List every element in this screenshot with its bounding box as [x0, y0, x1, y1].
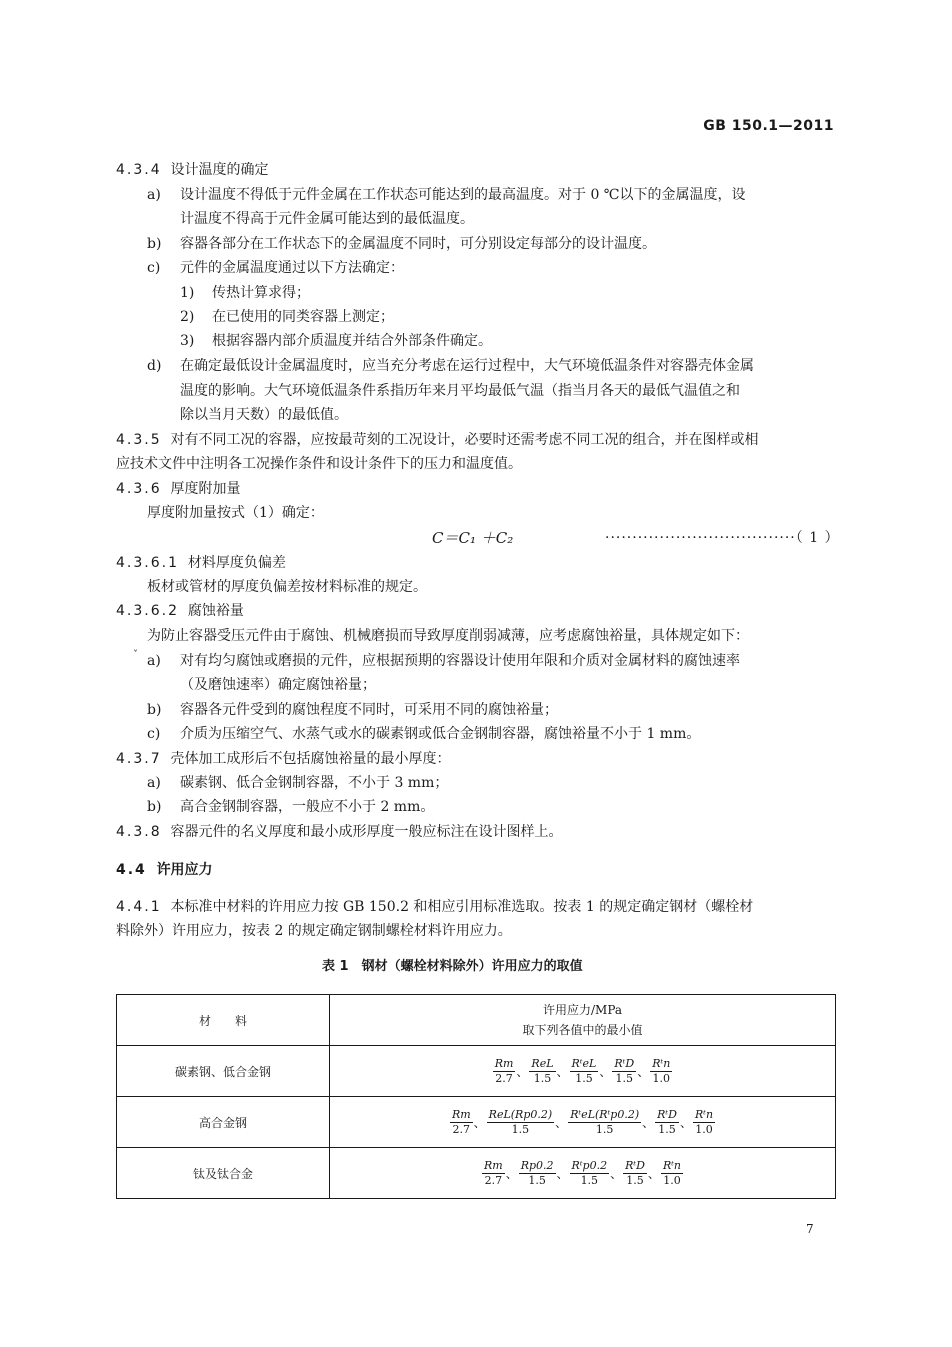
section-number: 4.3.5: [116, 432, 162, 448]
section-4-3-6-2-heading: [116, 601, 244, 621]
fraction-numerator: Rᵗn: [662, 1158, 682, 1172]
item-text: 容器各元件受到的腐蚀程度不同时，可采用不同的腐蚀裕量；: [180, 702, 558, 718]
fraction-numerator: Rm: [451, 1107, 471, 1121]
table-caption: 表 1 钢材（螺栓材料除外）许用应力的取值: [322, 959, 583, 974]
formula-separator: 、: [505, 1166, 518, 1181]
row-formulas: [330, 1097, 836, 1148]
fraction-denominator: 1.0: [695, 1122, 713, 1136]
item-text: 除以当月天数）的最低值。: [180, 407, 348, 423]
fraction-denominator: 1.5: [528, 1173, 546, 1187]
stress-fraction: [570, 1057, 599, 1086]
paragraph-text: 容器元件的名义厚度和最小成形厚度一般应标注在设计图样上。: [170, 824, 563, 840]
paragraph-text: 本标准中材料的许用应力按 GB 150.2 和相应引用标准选取。按表 1 的规定确定钢材（螺栓材: [170, 899, 754, 915]
fraction-denominator: 1.5: [511, 1122, 530, 1136]
fraction-numerator: Rp0.2: [520, 1158, 554, 1172]
formula-separator: 、: [556, 1166, 569, 1181]
item-text: （及磨蚀速率）确定腐蚀裕量；: [180, 677, 376, 693]
stress-fraction: [570, 1159, 610, 1188]
stress-fraction: [529, 1057, 555, 1086]
table-row: [117, 1097, 836, 1148]
formula-separator: 、: [599, 1064, 612, 1079]
stress-fraction: [482, 1159, 505, 1188]
header-stress-line1: 许用应力/MPa: [542, 1003, 623, 1017]
section-number: 4.4.1: [116, 899, 162, 915]
item-text: 碳素钢、低合金钢制容器，不小于 3 mm；: [180, 775, 449, 791]
row-material: 高合金钢: [117, 1097, 330, 1148]
paragraph-text: 为防止容器受压元件由于腐蚀、机械磨损而导致厚度削弱减薄，应考虑腐蚀裕量，具体规定如下：: [147, 628, 749, 644]
subitem-text: 在已使用的同类容器上测定；: [212, 309, 394, 325]
section-number: 4.4: [116, 862, 147, 878]
item-text: 介质为压缩空气、水蒸气或水的碳素钢或低合金钢制容器，腐蚀裕量不小于 1 mm。: [180, 726, 701, 742]
item-label: c): [147, 260, 161, 276]
formula-separator: 、: [642, 1115, 655, 1130]
formula-separator: 、: [516, 1064, 529, 1079]
item-label: b): [147, 702, 162, 718]
subitem-text: 传热计算求得；: [212, 285, 310, 301]
item-text: 温度的影响。大气环境低温条件系指历年来月平均最低气温（指当月各天的最低气温值之和: [180, 383, 740, 399]
fraction-denominator: 2.7: [484, 1173, 503, 1187]
item-text: 容器各部分在工作状态下的金属温度不同时，可分别设定每部分的设计温度。: [180, 236, 656, 252]
page-number: 7: [806, 1222, 814, 1236]
item-label: a): [147, 775, 161, 791]
table-row: [117, 1046, 836, 1097]
section-4-4-heading: [116, 860, 213, 880]
stress-fraction: [450, 1108, 473, 1137]
fraction-numerator: RᵗeL: [571, 1056, 597, 1070]
stress-fraction: [568, 1108, 641, 1137]
fraction-numerator: RᵗD: [625, 1158, 645, 1172]
allowable-stress-table: [116, 994, 836, 1199]
stress-fraction: [487, 1108, 555, 1137]
equation: C＝C₁ ＋C₂: [432, 529, 514, 547]
fraction-denominator: 1.0: [663, 1173, 681, 1187]
formula-separator: 、: [647, 1166, 660, 1181]
section-number: 4.3.7: [116, 751, 162, 767]
table-row: [117, 1148, 836, 1199]
item-text: 对有均匀腐蚀或磨损的元件，应根据预期的容器设计使用年限和介质对金属材料的腐蚀速率: [180, 653, 740, 669]
fraction-denominator: 1.5: [658, 1122, 676, 1136]
stress-fraction: [655, 1108, 679, 1137]
header-stress-line2: 取下列各值中的最小值: [522, 1023, 643, 1037]
stress-fraction: [661, 1159, 683, 1188]
fraction-numerator: Rm: [494, 1056, 514, 1070]
standard-code-header: GB 150.1—2011: [703, 118, 834, 134]
item-text: 设计温度不得低于元件金属在工作状态可能达到的最高温度。对于 0 ℃以下的金属温度，设: [180, 187, 746, 203]
formula-separator: 、: [679, 1115, 692, 1130]
section-title: 材料厚度负偏差: [187, 555, 286, 571]
paragraph-text: 板材或管材的厚度负偏差按材料标准的规定。: [147, 579, 427, 595]
section-4-3-6-heading: [116, 479, 241, 499]
fraction-denominator: 1.5: [595, 1122, 614, 1136]
fraction-numerator: Rᵗp0.2: [571, 1158, 608, 1172]
section-title: 许用应力: [156, 862, 213, 878]
stress-fraction: [493, 1057, 516, 1086]
stress-fraction: [519, 1159, 556, 1188]
formula-separator: 、: [556, 1064, 569, 1079]
section-number: 4.3.6.2: [116, 603, 179, 619]
table-header-row: [117, 995, 836, 1046]
fraction-numerator: Rᵗn: [694, 1107, 714, 1121]
paragraph-text: 料除外）许用应力，按表 2 的规定确定钢制螺栓材料许用应力。: [116, 923, 512, 939]
fraction-numerator: Rᵗn: [652, 1056, 671, 1070]
item-label: a): [147, 187, 161, 203]
stress-fraction: [650, 1057, 672, 1086]
section-number: 4.3.8: [116, 824, 162, 840]
header-stress: [330, 995, 836, 1046]
formula-separator: 、: [473, 1115, 486, 1130]
row-formulas: [330, 1148, 836, 1199]
fraction-denominator: 2.7: [495, 1071, 513, 1085]
fraction-numerator: RᵗD: [614, 1056, 635, 1070]
fraction-denominator: 1.5: [533, 1071, 552, 1085]
fraction-denominator: 1.0: [652, 1071, 671, 1085]
stress-fraction: [612, 1057, 636, 1086]
section-4-3-8: [116, 822, 563, 842]
paragraph-text: 厚度附加量按式（1）确定：: [147, 505, 324, 521]
fraction-denominator: 1.5: [615, 1071, 634, 1085]
formula-separator: 、: [637, 1064, 650, 1079]
subitem-label: 2): [180, 309, 195, 325]
item-text: 高合金钢制容器，一般应不小于 2 mm。: [180, 799, 435, 815]
section-title: 腐蚀裕量: [187, 603, 244, 619]
section-4-3-4-heading: [116, 160, 269, 180]
fraction-numerator: Rm: [483, 1158, 503, 1172]
fraction-numerator: RᵗeL(Rᵗp0.2): [570, 1107, 640, 1121]
row-material: 碳素钢、低合金钢: [117, 1046, 330, 1097]
paragraph-text: 应技术文件中注明各工况操作条件和设计条件下的压力和温度值。: [116, 456, 522, 472]
subitem-label: 3): [180, 333, 195, 349]
section-number: 4.3.4: [116, 162, 162, 178]
section-title: 设计温度的确定: [170, 162, 269, 178]
section-number: 4.3.6: [116, 481, 162, 497]
item-label: a): [147, 653, 161, 669]
subitem-label: 1): [180, 285, 195, 301]
header-material: 材 料: [117, 995, 330, 1046]
fraction-numerator: ReL(Rp0.2): [488, 1107, 553, 1121]
fraction-denominator: 1.5: [626, 1173, 644, 1187]
item-text: 计温度不得高于元件金属可能达到的最低温度。: [180, 211, 474, 227]
item-label: d): [147, 358, 162, 374]
section-4-3-6-1-heading: [116, 553, 286, 573]
item-label: b): [147, 236, 162, 252]
row-formulas: [330, 1046, 836, 1097]
equation-number: ···································（ 1 ）: [605, 530, 840, 546]
section-4-3-7-heading: [116, 749, 451, 769]
section-number: 4.3.6.1: [116, 555, 179, 571]
fraction-denominator: 1.5: [575, 1071, 593, 1085]
paragraph-text: 对有不同工况的容器，应按最苛刻的工况设计，必要时还需考虑不同工况的组合，并在图样或相: [170, 432, 759, 448]
formula-separator: 、: [555, 1115, 568, 1130]
stress-fraction: [623, 1159, 647, 1188]
section-title: 壳体加工成形后不包括腐蚀裕量的最小厚度：: [170, 751, 451, 767]
fraction-numerator: ReL: [531, 1056, 554, 1070]
item-label: b): [147, 799, 162, 815]
formula-separator: 、: [610, 1166, 623, 1181]
fraction-denominator: 1.5: [580, 1173, 599, 1187]
item-text: 元件的金属温度通过以下方法确定：: [180, 260, 404, 276]
section-4-4-1: [116, 897, 753, 917]
subitem-text: 根据容器内部介质温度并结合外部条件确定。: [212, 333, 492, 349]
item-text: 在确定最低设计金属温度时，应当充分考虑在运行过程中，大气环境低温条件对容器壳体金属: [180, 358, 754, 374]
item-label: c): [147, 726, 161, 742]
section-title: 厚度附加量: [170, 481, 241, 497]
row-material: 钛及钛合金: [117, 1148, 330, 1199]
stress-fraction: [693, 1108, 715, 1137]
margin-mark: ˇ: [133, 650, 138, 661]
fraction-numerator: RᵗD: [657, 1107, 677, 1121]
fraction-denominator: 2.7: [452, 1122, 471, 1136]
section-4-3-5: [116, 430, 759, 450]
